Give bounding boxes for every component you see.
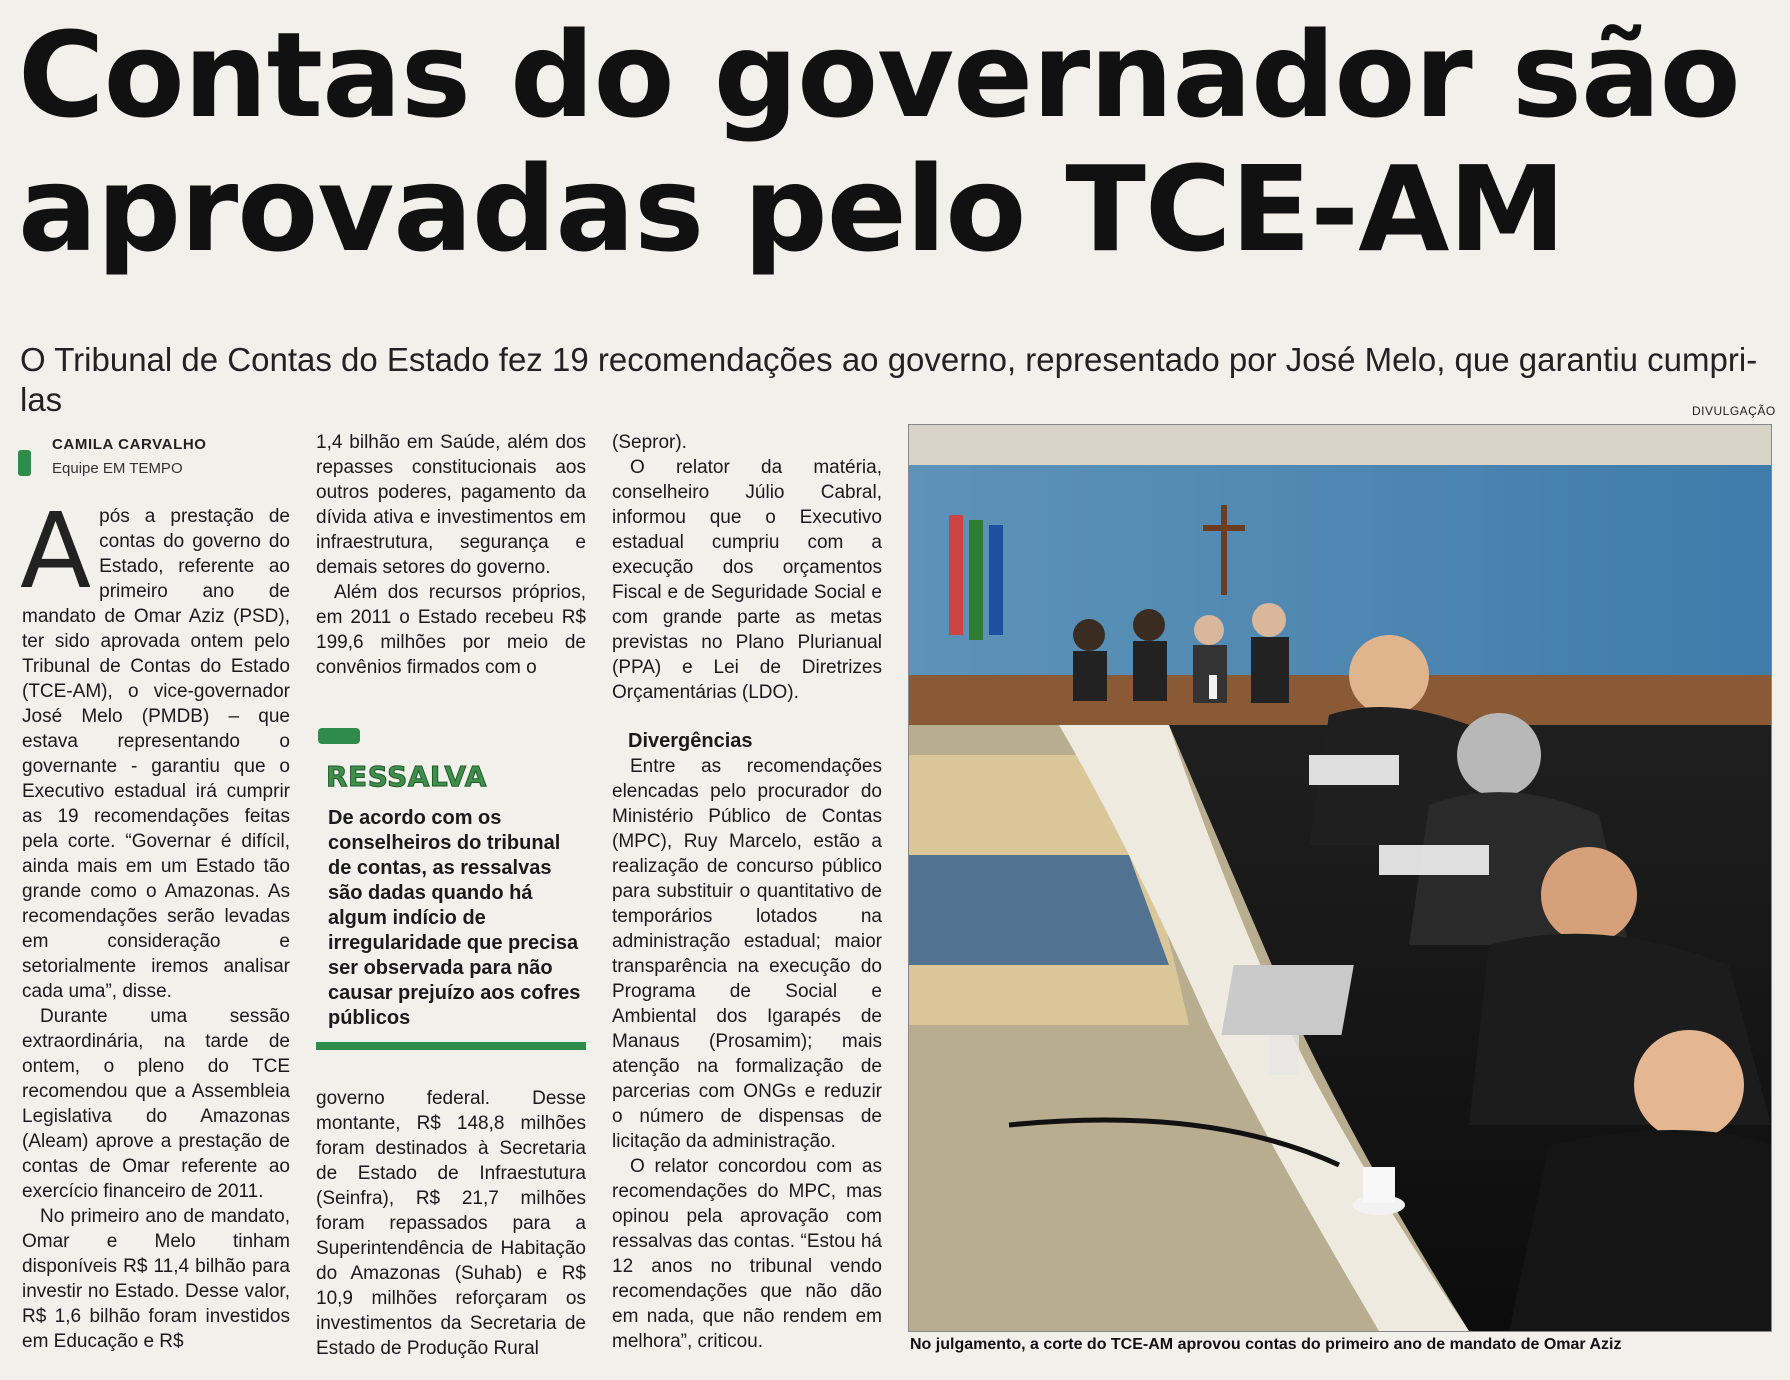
article-paragraph: Durante uma sessão extraordinária, na tarde de ontem, o pleno do TCE recomendou que a Assembleia Legislativa do Amazonas (Aleam) aprove a prestação de contas de Omar referente ao exercício financeiro de 2011. [22, 1006, 290, 1202]
article-paragraph: 1,4 bilhão em Saúde, além dos repasses constitucionais aos outros poderes, pagamento da dívida ativa e investimentos em infraestrutura, segurança e demais setores do governo. [316, 432, 586, 578]
photo-caption: No julgamento, a corte do TCE-AM aprovou contas do primeiro ano de mandato de Omar Aziz [910, 1336, 1622, 1353]
article-paragraph: Além dos recursos próprios, em 2011 o Estado recebeu R$ 199,6 milhões por meio de convênios firmados com o [316, 582, 586, 678]
sidebar-marker [318, 728, 360, 744]
article-column-2 [316, 430, 586, 680]
flag [989, 525, 1003, 635]
article-paragraph: (Sepror). [612, 432, 687, 453]
byline-team: Equipe EM TEMPO [52, 460, 183, 477]
section-subtitle: Divergências [628, 730, 753, 752]
article-paragraph: O relator concordou com as recomendações do MPC, mas opinou pela aprovação com ressalvas das contas. “Estou há 12 anos no tribunal vendo recomendações que não dão em nada, que não rendem em melhora”, criticou. [612, 1156, 882, 1352]
article-column-3 [612, 430, 882, 1354]
drop-cap: A [20, 490, 92, 612]
subheadline: O Tribunal de Contas do Estado fez 19 recomendações ao governo, representado por José Melo, que garantiu cumpri-las [20, 341, 1758, 418]
article-column-2-continued [316, 1086, 586, 1361]
sidebar-text: De acordo com os conselheiros do tribunal de contas, as ressalvas são dadas quando há algum indício de irregularidade que precisa ser observada para não causar prejuízo aos cofres públicos [328, 807, 581, 1029]
headline [18, 8, 1778, 276]
headline-line-2: aprovadas pelo TCE-AM [18, 140, 1565, 278]
photo-credit: DIVULGAÇÃO [1692, 404, 1776, 418]
courtroom-illustration [909, 425, 1771, 1331]
headline-line-1: Contas do governador são [18, 6, 1740, 144]
flag [949, 515, 963, 635]
flag [969, 520, 983, 640]
byline-author: CAMILA CARVALHO [52, 436, 207, 453]
byline-marker [18, 450, 31, 476]
article-paragraph: No primeiro ano de mandato, Omar e Melo tinham disponíveis R$ 11,4 bilhão para investir no Estado. Desse valor, R$ 1,6 bilhão foram investidos em Educação e R$ [22, 1206, 290, 1352]
article-column-1 [20, 490, 290, 1354]
paragraph-text: pós a prestação de contas do governo do Estado, referente ao primeiro ano de mandato de Omar Aziz (PSD), ter sido aprovada ontem pelo Tribunal de Contas do Estado (TCE-AM), o vice-governador José Melo (PMDB) – que estava representando o governante - garantiu que o Executivo estadual irá cumprir as 19 recomendações feitas pela corte. “Governar é difícil, ainda mais em um Estado tão grande como o Amazonas. As recomendações serão levadas em consideração e setorialmente iremos analisar cada uma”, disse. [22, 506, 290, 1002]
sidebar-title: RESSALVA [326, 760, 487, 793]
article-photo [908, 424, 1772, 1332]
article-paragraph: Entre as recomendações elencadas pelo procurador do Ministério Público de Contas (MPC), Ruy Marcelo, estão a realização de concurso público para substituir o quantitativo de temporários lotados na administração estadual; maior transparência na execução do Programa de Social e Ambiental dos Igarapés de Manaus (Prosamim); mais atenção na formalização de parcerias com ONGs e reduzir o número de dispensas de licitação da administração. [612, 756, 882, 1152]
article-paragraph [20, 490, 290, 1004]
article-paragraph: O relator da matéria, conselheiro Júlio Cabral, informou que o Executivo estadual cumpriu com a execução dos orçamentos Fiscal e de Seguridade Social e com grande parte as metas previstas no Plano Plurianual (PPA) e Lei de Diretrizes Orçamentárias (LDO). [612, 457, 882, 703]
article-paragraph: governo federal. Desse montante, R$ 148,8 milhões foram destinados à Secretaria de Estado de Infraestutura (Seinfra), R$ 21,7 milhões foram repassados para a Superintendência de Habitação do Amazonas (Suhab) e R$ 10,9 milhões reforçaram os investimentos da Secretaria de Estado de Produção Rural [316, 1088, 586, 1359]
sidebar-rule [316, 1042, 586, 1050]
crucifix-icon [1221, 505, 1227, 595]
